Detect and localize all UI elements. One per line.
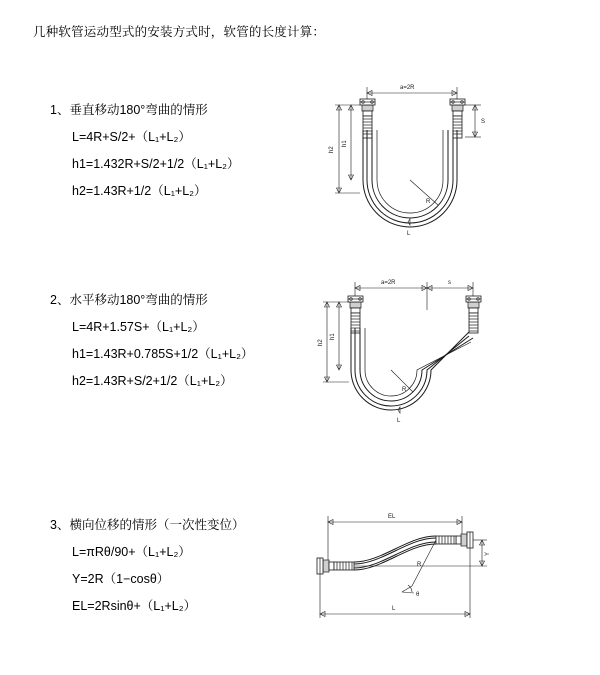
section-3-formula-3: EL=2Rsinθ+（L₁+L₂） [72,599,197,613]
horizontal-180-bend-diagram [305,270,505,450]
svg-text:h2: h2 [318,339,324,346]
svg-text:R: R [402,387,407,393]
section-2-formula-3: h2=1.43R+S/2+1/2（L₁+L₂） [72,374,233,388]
svg-text:S: S [481,119,486,125]
svg-text:a=2R: a=2R [400,85,415,91]
svg-text:Y: Y [485,551,491,556]
section-2-formula-1: L=4R+1.57S+（L₁+L₂） [72,320,205,334]
section-2-text [50,290,310,398]
svg-text:h1: h1 [330,333,336,340]
vertical-180-bend-diagram [305,75,505,275]
svg-text:L: L [392,606,396,612]
section-1-title: 1、垂直移动180°弯曲的情形 [50,103,208,117]
svg-text:h1: h1 [342,140,348,147]
section-3-formula-1: L=πRθ/90+（L₁+L₂） [72,545,191,559]
svg-text:EL: EL [388,514,396,520]
svg-text:R: R [417,562,422,568]
section-3-text [50,515,310,623]
section-1-formula-2: h1=1.432R+S/2+1/2（L₁+L₂） [72,157,240,171]
svg-text:s: s [448,280,451,286]
section-2-title: 2、水平移动180°弯曲的情形 [50,293,208,307]
svg-text:θ: θ [416,592,420,598]
page-title: 几种软管运动型式的安装方式时，软管的长度计算： [33,25,326,39]
svg-text:R: R [426,199,431,205]
section-3-formula-2: Y=2R（1−cosθ） [72,572,170,586]
svg-text:L: L [397,418,401,424]
section-2-formula-2: h1=1.43R+0.785S+1/2（L₁+L₂） [72,347,254,361]
lateral-displacement-diagram [290,500,500,640]
section-1-formula-3: h2=1.43R+1/2（L₁+L₂） [72,184,207,198]
section-3-title: 3、横向位移的情形（一次性变位） [50,518,245,532]
svg-text:L: L [407,231,411,237]
section-1-formula-1: L=4R+S/2+（L₁+L₂） [72,130,191,144]
section-1-text [50,100,310,208]
svg-text:h2: h2 [329,146,335,153]
svg-text:a=2R: a=2R [381,280,396,286]
